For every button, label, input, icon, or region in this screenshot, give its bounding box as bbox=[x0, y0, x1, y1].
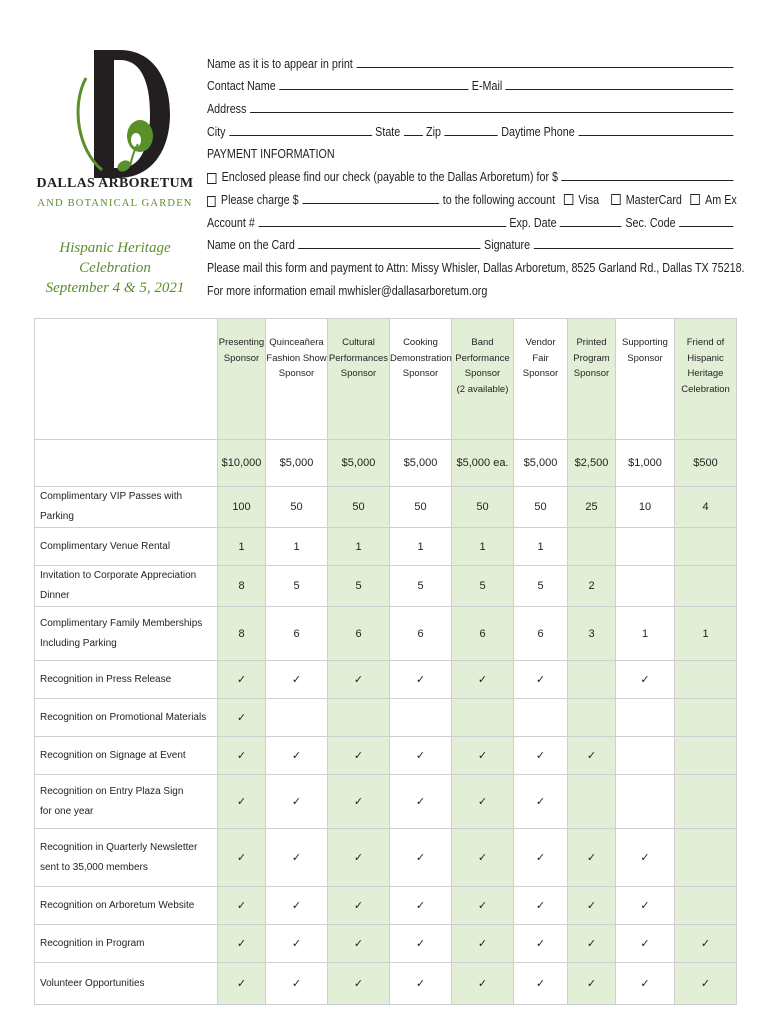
benefit-value: 6 bbox=[390, 607, 452, 661]
checkmark-icon: ✓ bbox=[266, 963, 328, 1005]
benefit-label-line: Invitation to Corporate Appreciation Dinner bbox=[40, 570, 197, 601]
sponsor-level-name-line: Sponsor bbox=[522, 368, 559, 379]
table-header-row bbox=[35, 319, 737, 440]
benefit-value: 4 bbox=[675, 487, 737, 528]
table-corner bbox=[35, 319, 218, 440]
benefit-label-line: Volunteer Opportunities bbox=[40, 977, 145, 989]
benefit-value: 6 bbox=[328, 607, 390, 661]
benefit-value: 25 bbox=[568, 487, 616, 528]
sponsor-level-name-line: Celebration bbox=[681, 383, 730, 395]
contact-name-label: Contact Name bbox=[207, 79, 276, 94]
table-row bbox=[35, 528, 737, 566]
sponsorship-form bbox=[207, 48, 745, 298]
checkmark-icon: ✓ bbox=[675, 925, 737, 963]
checkmark-icon: ✓ bbox=[218, 661, 266, 699]
benefit-label bbox=[35, 528, 218, 566]
benefit-label-line: Complimentary Family Memberships bbox=[40, 617, 203, 629]
sponsor-level-name-line: Friend of bbox=[686, 337, 725, 348]
sponsor-level-name-line: Heritage bbox=[687, 368, 724, 379]
table-row bbox=[35, 925, 737, 963]
benefit-value: 8 bbox=[218, 566, 266, 607]
benefit-value bbox=[616, 566, 675, 607]
benefit-value bbox=[568, 699, 616, 737]
sponsor-level-header bbox=[328, 319, 390, 440]
benefit-value bbox=[266, 699, 328, 737]
sponsor-level-name-line: Supporting bbox=[622, 337, 668, 348]
sponsor-level-price: $2,500 bbox=[568, 440, 616, 487]
checkmark-icon: ✓ bbox=[514, 737, 568, 775]
checkmark-icon: ✓ bbox=[514, 963, 568, 1005]
benefit-value: 50 bbox=[266, 487, 328, 528]
checkmark-icon: ✓ bbox=[514, 775, 568, 829]
email-field[interactable] bbox=[506, 77, 734, 90]
benefit-label bbox=[35, 566, 218, 607]
benefit-value: 5 bbox=[514, 566, 568, 607]
event-name: Hispanic Heritage Celebration bbox=[59, 240, 171, 276]
checkmark-icon: ✓ bbox=[390, 829, 452, 887]
checkmark-icon: ✓ bbox=[616, 829, 675, 887]
benefit-value: 1 bbox=[266, 528, 328, 566]
benefit-label bbox=[35, 887, 218, 925]
checkmark-icon: ✓ bbox=[390, 925, 452, 963]
benefit-value bbox=[514, 699, 568, 737]
benefit-label-line: sent to 35,000 members bbox=[40, 861, 148, 873]
benefit-value bbox=[568, 775, 616, 829]
sponsor-level-header bbox=[568, 319, 616, 440]
checkmark-icon: ✓ bbox=[390, 737, 452, 775]
sponsor-level-name-line: Demonstration bbox=[390, 352, 452, 364]
benefit-label bbox=[35, 925, 218, 963]
checkmark-icon: ✓ bbox=[218, 887, 266, 925]
sponsor-level-header bbox=[452, 319, 514, 440]
sponsor-level-header bbox=[266, 319, 328, 440]
visa-label: Visa bbox=[578, 192, 600, 207]
sponsor-level-header bbox=[514, 319, 568, 440]
checkmark-icon: ✓ bbox=[328, 661, 390, 699]
benefit-value bbox=[675, 528, 737, 566]
table-row bbox=[35, 661, 737, 699]
visa-checkbox[interactable] bbox=[564, 194, 573, 205]
zip-field[interactable] bbox=[444, 123, 497, 136]
org-name: DALLAS ARBORETUM bbox=[36, 176, 194, 191]
form-row-check bbox=[207, 161, 737, 184]
check-amount-field[interactable] bbox=[561, 168, 733, 181]
price-label-cell bbox=[35, 440, 218, 487]
benefit-value bbox=[616, 775, 675, 829]
checkmark-icon: ✓ bbox=[218, 963, 266, 1005]
benefit-value bbox=[390, 699, 452, 737]
form-row-address bbox=[207, 93, 737, 116]
event-title bbox=[30, 238, 200, 298]
benefit-label bbox=[35, 487, 218, 528]
form-row-city bbox=[207, 116, 737, 139]
sponsor-level-price: $5,000 ea. bbox=[452, 440, 514, 487]
account-number-field[interactable] bbox=[258, 214, 506, 227]
event-dates: September 4 & 5, 2021 bbox=[45, 280, 185, 296]
benefit-value: 5 bbox=[390, 566, 452, 607]
checkmark-icon: ✓ bbox=[266, 887, 328, 925]
benefit-value: 50 bbox=[452, 487, 514, 528]
benefit-label-line: Complimentary Venue Rental bbox=[40, 540, 171, 552]
benefit-value bbox=[616, 528, 675, 566]
sponsor-level-price: $1,000 bbox=[616, 440, 675, 487]
checkmark-icon: ✓ bbox=[514, 925, 568, 963]
state-field[interactable] bbox=[404, 123, 423, 136]
sponsor-level-name-line: Fashion Show bbox=[266, 352, 327, 364]
benefit-value bbox=[675, 887, 737, 925]
checkmark-icon: ✓ bbox=[328, 963, 390, 1005]
form-row-payment-heading bbox=[207, 139, 737, 162]
checkmark-icon: ✓ bbox=[568, 963, 616, 1005]
benefit-value bbox=[675, 699, 737, 737]
table-row bbox=[35, 566, 737, 607]
table-row bbox=[35, 963, 737, 1005]
sponsor-level-name-line: Sponsor bbox=[223, 352, 260, 364]
mastercard-checkbox[interactable] bbox=[611, 194, 620, 205]
name-on-card-field[interactable] bbox=[298, 236, 480, 249]
benefit-value: 50 bbox=[390, 487, 452, 528]
signature-label: Signature bbox=[484, 238, 531, 253]
sponsor-level-name-line: Sponsor bbox=[627, 352, 663, 364]
benefit-label-line: Including Parking bbox=[40, 637, 117, 649]
sponsor-level-name-line: (2 available) bbox=[456, 383, 509, 395]
name-print-field[interactable] bbox=[356, 55, 733, 68]
benefit-value bbox=[328, 699, 390, 737]
sponsor-level-name-line: Band bbox=[471, 337, 494, 348]
exp-date-field[interactable] bbox=[560, 214, 622, 227]
checkmark-icon: ✓ bbox=[616, 887, 675, 925]
sponsor-level-name-line: Quinceañera bbox=[269, 337, 324, 348]
charge-amount-field[interactable] bbox=[302, 191, 439, 204]
checkmark-icon: ✓ bbox=[328, 887, 390, 925]
checkmark-icon: ✓ bbox=[452, 661, 514, 699]
table-row bbox=[35, 775, 737, 829]
benefit-label-line: Recognition on Arboretum Website bbox=[40, 899, 195, 911]
table-row bbox=[35, 829, 737, 887]
benefit-label-line: Complimentary VIP Passes with Parking bbox=[40, 491, 183, 522]
sponsor-level-name-line: Performance bbox=[455, 352, 510, 364]
signature-field[interactable] bbox=[534, 236, 734, 249]
benefit-value: 100 bbox=[218, 487, 266, 528]
checkmark-icon: ✓ bbox=[218, 775, 266, 829]
daytime-phone-field[interactable] bbox=[578, 123, 733, 136]
benefit-value: 5 bbox=[452, 566, 514, 607]
sponsor-level-price: $5,000 bbox=[514, 440, 568, 487]
mail-note: Please mail this form and payment to Attn: Missy Whisler, Dallas Arboretum, 8525 Garland Rd., Dallas TX 75218. bbox=[207, 260, 745, 275]
dallas-arboretum-logo-icon bbox=[72, 48, 172, 180]
checkmark-icon: ✓ bbox=[452, 829, 514, 887]
checkmark-icon: ✓ bbox=[266, 925, 328, 963]
price-row bbox=[35, 440, 737, 487]
benefit-label bbox=[35, 775, 218, 829]
amex-checkbox[interactable] bbox=[690, 194, 699, 205]
benefit-value: 1 bbox=[218, 528, 266, 566]
sponsor-level-price: $500 bbox=[675, 440, 737, 487]
checkmark-icon: ✓ bbox=[452, 887, 514, 925]
checkmark-icon: ✓ bbox=[328, 829, 390, 887]
benefit-value: 5 bbox=[328, 566, 390, 607]
checkmark-icon: ✓ bbox=[568, 829, 616, 887]
benefit-value: 1 bbox=[514, 528, 568, 566]
checkmark-icon: ✓ bbox=[390, 963, 452, 1005]
benefit-value bbox=[616, 699, 675, 737]
form-row-account bbox=[207, 207, 737, 230]
benefit-label bbox=[35, 699, 218, 737]
checkmark-icon: ✓ bbox=[514, 829, 568, 887]
checkmark-icon: ✓ bbox=[266, 737, 328, 775]
benefit-value bbox=[452, 699, 514, 737]
checkmark-icon: ✓ bbox=[514, 661, 568, 699]
enclosed-check-label: Enclosed please find our check (payable to the Dallas Arboretum) for $ bbox=[221, 170, 559, 185]
sponsor-level-name-line: Performances bbox=[328, 352, 389, 364]
checkmark-icon: ✓ bbox=[568, 887, 616, 925]
form-row-card-name bbox=[207, 230, 737, 253]
please-charge-label: Please charge $ bbox=[220, 192, 299, 207]
benefit-label bbox=[35, 737, 218, 775]
exp-date-label: Exp. Date bbox=[509, 215, 557, 230]
sec-code-label: Sec. Code bbox=[625, 215, 676, 230]
email-label: E-Mail bbox=[471, 79, 503, 94]
sponsor-level-header bbox=[218, 319, 266, 440]
benefit-value: 50 bbox=[514, 487, 568, 528]
checkmark-icon: ✓ bbox=[616, 925, 675, 963]
form-row-mail-note bbox=[207, 252, 745, 275]
table-row bbox=[35, 487, 737, 528]
benefit-value: 3 bbox=[568, 607, 616, 661]
benefit-label-line: for one year bbox=[40, 805, 94, 817]
checkmark-icon: ✓ bbox=[616, 963, 675, 1005]
checkmark-icon: ✓ bbox=[452, 963, 514, 1005]
benefit-label bbox=[35, 829, 218, 887]
benefit-value bbox=[675, 566, 737, 607]
sponsor-level-name-line: Sponsor bbox=[278, 368, 315, 379]
checkmark-icon: ✓ bbox=[218, 737, 266, 775]
daytime-phone-label: Daytime Phone bbox=[501, 124, 575, 139]
benefit-value: 2 bbox=[568, 566, 616, 607]
checkmark-icon: ✓ bbox=[452, 737, 514, 775]
checkmark-icon: ✓ bbox=[266, 775, 328, 829]
benefit-value bbox=[675, 829, 737, 887]
benefit-value: 5 bbox=[266, 566, 328, 607]
benefit-label bbox=[35, 963, 218, 1005]
benefit-value: 1 bbox=[616, 607, 675, 661]
zip-label: Zip bbox=[426, 124, 442, 139]
benefit-label bbox=[35, 607, 218, 661]
logo-block bbox=[30, 40, 200, 296]
benefit-value: 6 bbox=[452, 607, 514, 661]
benefit-value bbox=[675, 737, 737, 775]
benefit-value: 10 bbox=[616, 487, 675, 528]
sponsor-level-name-line: Fair bbox=[532, 352, 549, 364]
sponsor-level-name-line: Cooking bbox=[403, 337, 438, 348]
table-row bbox=[35, 737, 737, 775]
sponsor-level-name-line: Sponsor bbox=[402, 368, 439, 379]
charge-payment-checkbox[interactable] bbox=[207, 196, 216, 207]
sponsor-level-header bbox=[616, 319, 675, 440]
table-row bbox=[35, 887, 737, 925]
checkmark-icon: ✓ bbox=[266, 829, 328, 887]
sponsor-level-name-line: Sponsor bbox=[340, 368, 377, 379]
name-on-card-label: Name on the Card bbox=[207, 238, 295, 253]
benefit-value: 6 bbox=[266, 607, 328, 661]
checkmark-icon: ✓ bbox=[390, 887, 452, 925]
sponsor-level-header bbox=[390, 319, 452, 440]
checkmark-icon: ✓ bbox=[616, 661, 675, 699]
info-note: For more information email mwhisler@dallasarboretum.org bbox=[207, 283, 488, 298]
benefit-value bbox=[568, 661, 616, 699]
checkmark-icon: ✓ bbox=[675, 963, 737, 1005]
contact-name-field[interactable] bbox=[279, 77, 468, 90]
address-label: Address bbox=[207, 102, 247, 117]
sponsor-level-name-line: Program bbox=[573, 352, 610, 364]
sponsor-level-price: $5,000 bbox=[328, 440, 390, 487]
benefit-label-line: Recognition in Press Release bbox=[40, 673, 172, 685]
sponsor-level-name-line: Cultural bbox=[342, 337, 375, 348]
checkmark-icon: ✓ bbox=[218, 699, 266, 737]
sponsor-level-name-line: Sponsor bbox=[464, 368, 501, 379]
form-row-name bbox=[207, 48, 737, 71]
amex-label: Am Ex bbox=[705, 192, 737, 207]
sponsor-level-name-line: Presenting bbox=[218, 337, 265, 348]
benefit-value bbox=[568, 528, 616, 566]
sponsor-level-name-line: Sponsor bbox=[573, 368, 610, 379]
sponsor-level-header bbox=[675, 319, 737, 440]
benefit-value bbox=[675, 775, 737, 829]
sponsor-level-price: $5,000 bbox=[390, 440, 452, 487]
checkmark-icon: ✓ bbox=[266, 661, 328, 699]
checkmark-icon: ✓ bbox=[514, 887, 568, 925]
benefit-value bbox=[675, 661, 737, 699]
benefit-value: 8 bbox=[218, 607, 266, 661]
state-label: State bbox=[375, 124, 401, 139]
sec-code-field[interactable] bbox=[679, 214, 733, 227]
checkmark-icon: ✓ bbox=[218, 925, 266, 963]
checkmark-icon: ✓ bbox=[328, 925, 390, 963]
address-field[interactable] bbox=[250, 100, 733, 113]
sponsor-level-price: $10,000 bbox=[218, 440, 266, 487]
checkmark-icon: ✓ bbox=[568, 737, 616, 775]
form-row-contact bbox=[207, 71, 737, 94]
checkmark-icon: ✓ bbox=[218, 829, 266, 887]
checkmark-icon: ✓ bbox=[390, 775, 452, 829]
benefit-value bbox=[616, 737, 675, 775]
checkmark-icon: ✓ bbox=[568, 925, 616, 963]
benefit-label-line: Recognition in Quarterly Newsletter bbox=[40, 841, 198, 853]
benefit-label bbox=[35, 661, 218, 699]
sponsor-level-name-line: Vendor bbox=[525, 337, 556, 348]
checkmark-icon: ✓ bbox=[328, 737, 390, 775]
benefit-value: 50 bbox=[328, 487, 390, 528]
benefit-value: 1 bbox=[328, 528, 390, 566]
benefit-value: 1 bbox=[452, 528, 514, 566]
city-field[interactable] bbox=[229, 123, 372, 136]
benefit-label-line: Recognition on Entry Plaza Sign bbox=[40, 785, 184, 797]
city-label: City bbox=[207, 124, 226, 139]
checkmark-icon: ✓ bbox=[328, 775, 390, 829]
sponsor-level-name-line: Printed bbox=[576, 337, 607, 348]
table-row bbox=[35, 699, 737, 737]
benefit-label-line: Recognition on Promotional Materials bbox=[40, 711, 207, 723]
table-row bbox=[35, 607, 737, 661]
checkmark-icon: ✓ bbox=[452, 925, 514, 963]
following-account-label: to the following account bbox=[442, 192, 556, 207]
mastercard-label: MasterCard bbox=[625, 192, 682, 207]
check-payment-checkbox[interactable] bbox=[207, 173, 216, 184]
checkmark-icon: ✓ bbox=[452, 775, 514, 829]
benefit-label-line: Recognition on Signage at Event bbox=[40, 749, 186, 761]
sponsorship-levels-table bbox=[34, 318, 737, 1005]
sponsor-level-price: $5,000 bbox=[266, 440, 328, 487]
benefit-value: 6 bbox=[514, 607, 568, 661]
benefit-value: 1 bbox=[675, 607, 737, 661]
checkmark-icon: ✓ bbox=[390, 661, 452, 699]
form-row-charge bbox=[207, 184, 737, 207]
form-row-info-note bbox=[207, 275, 737, 298]
payment-info-heading: PAYMENT INFORMATION bbox=[207, 147, 335, 162]
benefit-value: 1 bbox=[390, 528, 452, 566]
name-print-label: Name as it is to appear in print bbox=[207, 56, 353, 71]
sponsor-level-name-line: Hispanic bbox=[687, 352, 724, 364]
org-subtitle: AND BOTANICAL GARDEN bbox=[37, 198, 193, 209]
benefit-label-line: Recognition in Program bbox=[40, 937, 145, 949]
account-number-label: Account # bbox=[207, 215, 255, 230]
